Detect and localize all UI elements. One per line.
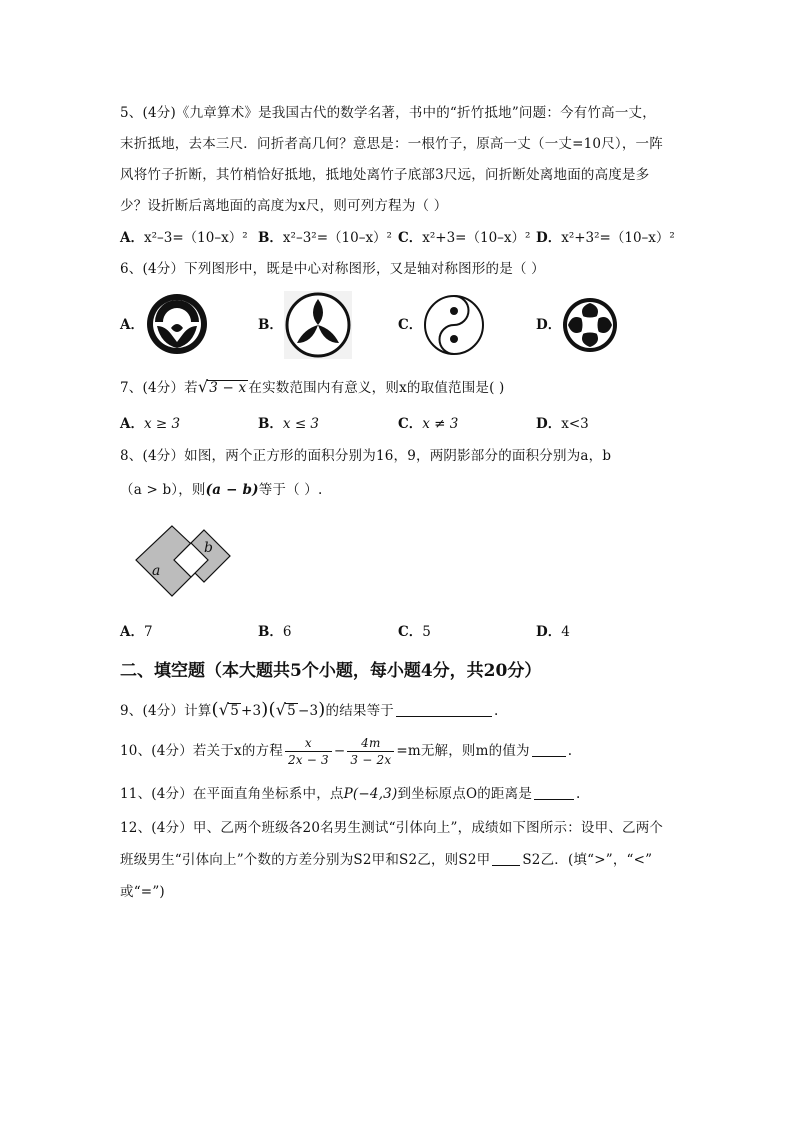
q7-line-1: 7、(4分）若√3 − x 在实数范围内有意义，则x的取值范围是( )	[120, 377, 505, 396]
q7-option-a[interactable]: A．x ≥ 3	[120, 416, 181, 432]
q8-option-d[interactable]: D．4	[536, 624, 570, 640]
section-heading: 二、填空题（本大题共5个小题，每小题4分，共20分）	[120, 661, 542, 681]
q7-radicand: 3 − x	[209, 380, 247, 396]
q12-line-1: 12、(4分）甲、乙两个班级各20名男生测试“引体向上”，成绩如下图所示：设甲、乙两个	[120, 820, 664, 836]
q8-option-a[interactable]: A．7	[120, 624, 153, 640]
q9-answer-blank[interactable]	[396, 702, 492, 717]
q8-line-2: （a > b），则(a − b)等于（ ）.	[120, 482, 323, 498]
figure-label-a: a	[152, 563, 161, 579]
q9-line: 9、(4分）计算(√5 +3)(√5 −3)的结果等于 .	[120, 699, 499, 720]
q11-answer-blank[interactable]	[534, 785, 574, 800]
q7-option-c[interactable]: C．x ≠ 3	[398, 416, 459, 432]
figure-label-b: b	[204, 540, 213, 556]
q10-fraction-1: $\frac{x}{2x - 3}$	[285, 735, 332, 768]
q5-line-2: 末折抵地，去本三尺．问折者高几何？意思是：一根竹子，原高一丈（一丈=10尺），一阵	[120, 136, 663, 152]
q6-option-a[interactable]: A．	[120, 317, 144, 333]
q6-option-c[interactable]: C．	[398, 317, 423, 333]
q11-line: 11、(4分）在平面直角坐标系中，点P(−4,3)到坐标原点O的距离是 .	[120, 786, 581, 802]
q5-option-b[interactable]: B．x²–3²=（10–x）²	[258, 230, 392, 246]
four-petal-icon	[560, 295, 620, 355]
q10-line: 10、(4分）若关于x的方程 $\frac{x}{2x - 3}$ − $\frac{4m}{3 - 2x}$ =m无解，则m的值为 .	[120, 736, 573, 767]
q12-answer-blank[interactable]	[492, 851, 520, 866]
q7-option-d[interactable]: D．x<3	[536, 416, 589, 432]
q5-option-d[interactable]: D．x²+3²=（10–x）²	[536, 230, 675, 246]
q12-line-3: 或“=”)	[120, 884, 165, 900]
q6-option-b[interactable]: B．	[258, 317, 283, 333]
q12-line-2: 班级男生“引体向上”个数的方差分别为S2甲和S2乙，则S2甲 S2乙．(填“>”，“<”	[120, 852, 653, 868]
q8-option-b[interactable]: B．6	[258, 624, 292, 640]
three-leaf-icon	[284, 291, 352, 359]
q5-option-a[interactable]: A．x²–3=（10–x）²	[120, 230, 248, 246]
q7-option-b[interactable]: B．x ≤ 3	[258, 416, 320, 432]
q8-line-1: 8、(4分）如图，两个正方形的面积分别为16，9，两阴影部分的面积分别为a，b	[120, 448, 612, 464]
q6-line-1: 6、(4分）下列图形中，既是中心对称图形，又是轴对称图形的是（ ）	[120, 261, 545, 277]
q5-line-3: 风将竹子折断，其竹梢恰好抵地，抵地处离竹子底部3尺远，问折断处离地面的高度是多	[120, 167, 650, 183]
emblem-icon	[145, 292, 209, 356]
q5-option-c[interactable]: C．x²+3=（10–x）²	[398, 230, 531, 246]
two-squares-figure	[128, 524, 234, 608]
q6-option-d[interactable]: D．	[536, 317, 562, 333]
q8-option-c[interactable]: C．5	[398, 624, 431, 640]
q10-answer-blank[interactable]	[532, 742, 566, 757]
q5-line-1: 5、(4分)《九章算术》是我国古代的数学名著，书中的“折竹抵地”问题：今有竹高一丈，	[120, 105, 656, 121]
q5-line-4: 少？设折断后离地面的高度为x尺，则可列方程为（ ）	[120, 198, 448, 214]
yin-yang-icon	[422, 293, 486, 357]
q10-fraction-2: $\frac{4m}{3 - 2x}$	[347, 735, 394, 768]
